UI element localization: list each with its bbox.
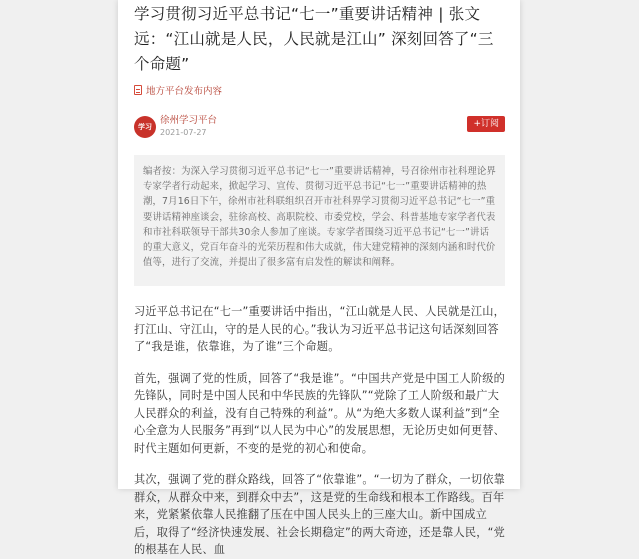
source-line bbox=[134, 83, 505, 97]
editor-note: 编者按：为深入学习贯彻习近平总书记“七一”重要讲话精神，号召徐州市社科理论界专家学者行动起来，掀起学习、宣传、贯彻习近平总书记“七一”重要讲话精神的热潮，7月16日下午，徐州市社科联组织召开市社科界学习贯彻习近平总书记“七一”重要讲话精神座谈会，驻徐高校、高职院校、市委党校，学会、科普基地专家学者代表和市社科联领导干部共30余人参加了座谈。专家学者围绕习近平总书记“七一”讲话的重大意义，党百年奋斗的光荣历程和伟大成就，伟大建党精神的深刻内涵和时代价值等，进行了交流，并提出了很多富有启发性的解读和阐释。 bbox=[134, 155, 505, 286]
avatar-text: 学习 bbox=[138, 122, 152, 131]
article-page bbox=[118, 0, 520, 557]
avatar[interactable] bbox=[134, 116, 156, 138]
publish-date: 2021-07-27 bbox=[160, 128, 207, 137]
article-content bbox=[118, 0, 520, 559]
article-paragraph: 首先，强调了党的性质，回答了“我是谁”。“中国共产党是中国工人阶级的先锋队，同时是中国人民和中华民族的先锋队”“党除了工人阶级和最广大人民群众的利益，没有自己特殊的利益”。从“为绝大多数人谋利益”到“全心全意为人民服务”再到“以人民为中心”的发展思想，无论历史如何更替、时代主题如何更新，不变的是党的初心和使命。 bbox=[134, 371, 506, 455]
article-paragraph: 习近平总书记在“七一”重要讲话中指出，“江山就是人民、人民就是江山，打江山、守江山，守的是人民的心。”我认为习近平总书记这句话深刻回答了“我是谁，依靠谁，为了谁”三个命题。 bbox=[134, 305, 506, 354]
document-icon bbox=[134, 85, 142, 95]
author-info bbox=[160, 115, 217, 138]
author-row bbox=[134, 115, 505, 138]
author-name[interactable]: 徐州学习平台 bbox=[160, 115, 218, 126]
source-label: 地方平台发布内容 bbox=[146, 86, 223, 97]
article-title: 学习贯彻习近平总书记“七一”重要讲话精神 | 张文远：“江山就是人民，人民就是江山” 深刻回答了“三个命题” bbox=[134, 5, 494, 73]
subscribe-button[interactable]: +订阅 bbox=[467, 116, 505, 132]
article-paragraph: 其次，强调了党的群众路线，回答了“依靠谁”。“一切为了群众，一切依靠群众，从群众中来，到群众中去”，这是党的生命线和根本工作路线。百年来，党紧紧依靠人民推翻了压在中国人民头上的三座大山。新中国成立后，取得了“经济快速发展、社会长期稳定”的两大奇迹，还是靠人民，“党的根基在人民、血 bbox=[134, 473, 506, 557]
